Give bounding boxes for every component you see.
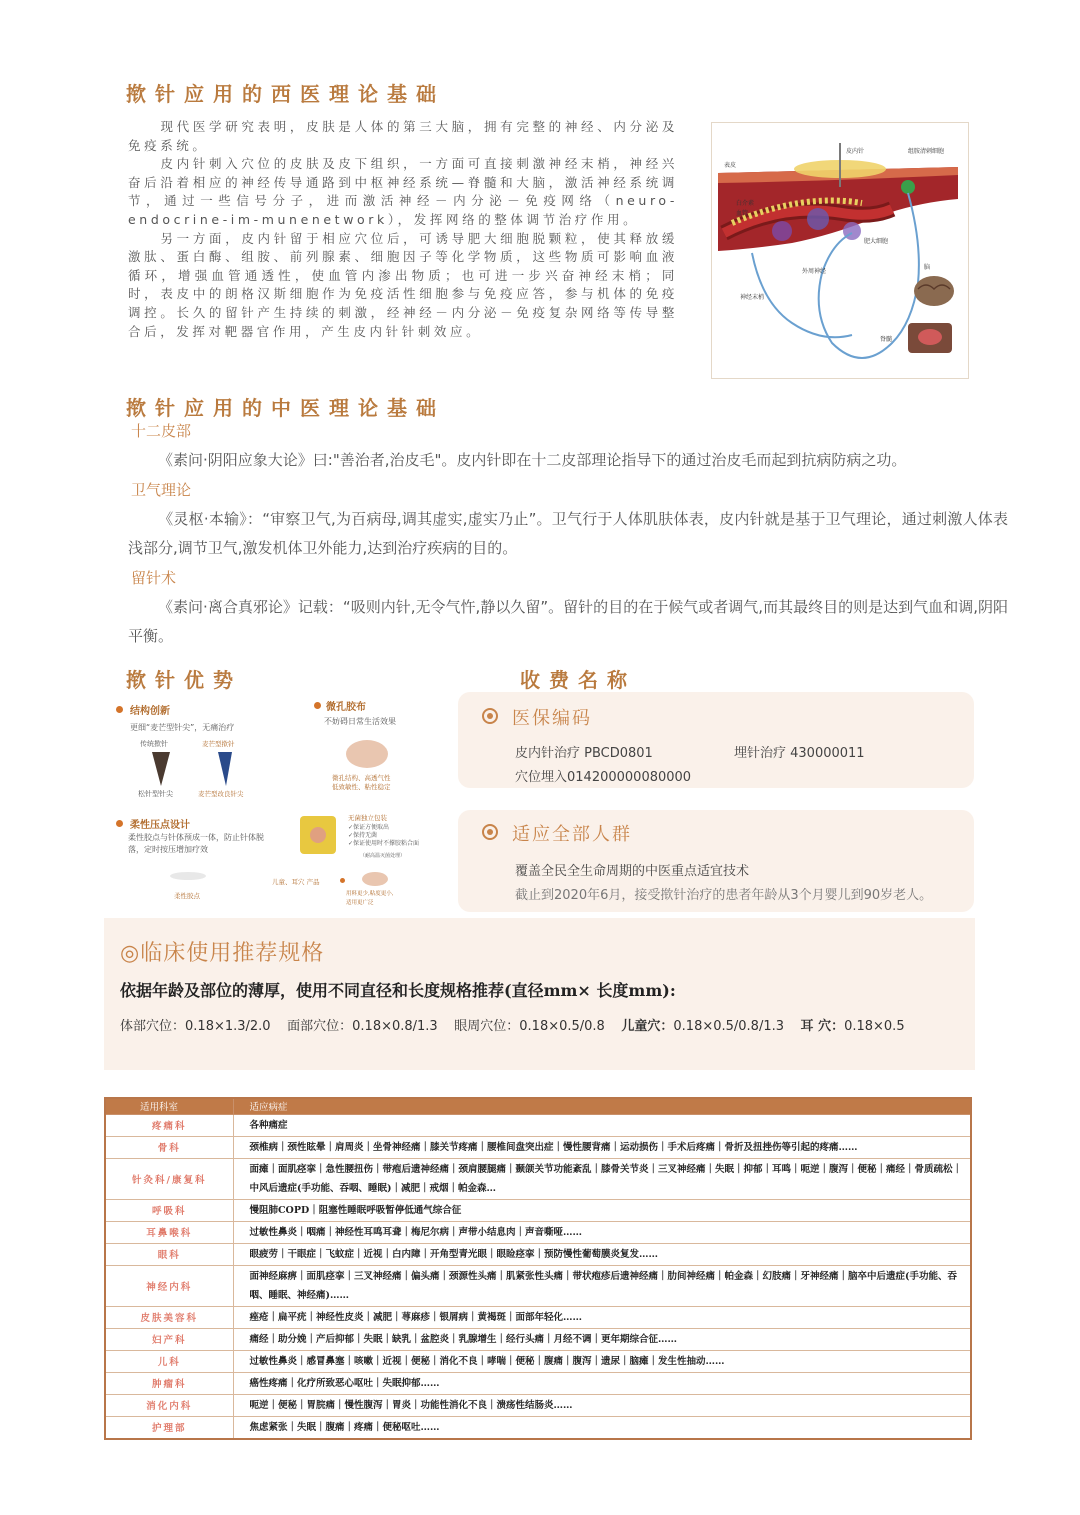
table-row bbox=[105, 1199, 971, 1221]
patch-image bbox=[346, 740, 388, 768]
diagram-label: 外周神经 bbox=[802, 268, 827, 275]
bullet-icon bbox=[340, 878, 345, 883]
tcm-paragraph: 《素问·阴阳应象大论》曰:"善治者,治皮毛"。皮内针即在十二皮部理论指导下的通过治皮毛而起到抗病防病之功。 bbox=[158, 451, 907, 469]
table-row bbox=[105, 1306, 971, 1328]
department-cell: 骨科 bbox=[105, 1136, 233, 1158]
circle-dot-icon bbox=[482, 708, 498, 724]
western-heading: 揿针应用的西医理论基础 bbox=[126, 82, 445, 106]
advantages-heading: 揿针优势 bbox=[126, 668, 242, 692]
western-body bbox=[128, 118, 678, 341]
department-cell: 疼痛科 bbox=[105, 1114, 233, 1136]
department-cell: 针灸科/康复科 bbox=[105, 1158, 233, 1199]
spec-label: 眼周穴位： bbox=[454, 1019, 520, 1034]
spec-label: 耳 穴： bbox=[800, 1019, 845, 1034]
child-patch-image bbox=[362, 872, 388, 886]
table-header-row bbox=[105, 1098, 971, 1114]
soft-point-image bbox=[170, 872, 206, 880]
table-header: 适用科室 bbox=[105, 1098, 233, 1114]
insurance-title: 医保编码 bbox=[512, 708, 592, 729]
department-cell: 皮肤美容科 bbox=[105, 1306, 233, 1328]
department-cell: 呼吸科 bbox=[105, 1199, 233, 1221]
soft-desc: 柔性胶点与针体预成一体，防止针体脱落，定时按压增加疗效 bbox=[128, 833, 264, 854]
bullet-icon bbox=[116, 820, 123, 827]
package-sub: （耐高温灭菌处理） bbox=[360, 853, 406, 859]
department-cell: 护理部 bbox=[105, 1416, 233, 1439]
spec-title: ◎临床使用推荐规格 bbox=[120, 941, 325, 966]
table-row bbox=[105, 1328, 971, 1350]
diagram-label: 血管 bbox=[736, 210, 749, 217]
tcm-subheading: 十二皮部 bbox=[131, 422, 192, 440]
soft-note: 柔性胶点 bbox=[174, 892, 200, 900]
disease-cell: 慢阻肺COPD｜阻塞性睡眠呼吸暂停低通气综合征 bbox=[233, 1199, 971, 1221]
needle-caption: 松针型针尖 bbox=[138, 790, 173, 798]
tcm-heading: 揿针应用的中医理论基础 bbox=[126, 396, 445, 420]
tcm-subheading: 卫气理论 bbox=[131, 481, 192, 499]
advantages-panel bbox=[110, 696, 440, 906]
disease-cell: 过敏性鼻炎｜咽痛｜神经性耳鸣耳聋｜梅尼尔病｜声带小结息肉｜声音嘶哑…… bbox=[233, 1221, 971, 1243]
spec-value: 0.18×0.5 bbox=[844, 1019, 905, 1034]
insurance-code: 穴位埋入014200000080000 bbox=[515, 770, 692, 785]
spec-label: 面部穴位： bbox=[287, 1019, 353, 1034]
table-header: 适应病症 bbox=[233, 1098, 971, 1114]
crowd-title: 适应全部人群 bbox=[512, 824, 632, 845]
department-cell: 耳鼻喉科 bbox=[105, 1221, 233, 1243]
department-cell: 眼科 bbox=[105, 1243, 233, 1265]
child-ear-label: 儿童、耳穴 产品 bbox=[272, 878, 320, 886]
soft-title: 柔性压点设计 bbox=[130, 820, 190, 831]
diagram-label: 白介素 bbox=[736, 200, 755, 207]
patch-note: 微孔结构、高透气性 低致敏性、粘性稳定 bbox=[332, 774, 391, 791]
western-paragraph: 现代医学研究表明，皮肤是人体的第三大脑，拥有完整的神经、内分泌及免疫系统。 bbox=[128, 119, 678, 153]
disease-cell: 过敏性鼻炎｜感冒鼻塞｜咳嗽｜近视｜便秘｜消化不良｜哮喘｜便秘｜腹痛｜腹泻｜遗尿｜脑瘫｜发生性抽动…… bbox=[233, 1350, 971, 1372]
western-paragraph: 另一方面，皮内针留于相应穴位后，可诱导肥大细胞脱颗粒，使其释放缓激肽、蛋白酶、组胺、前列腺素、细胞因子等化学物质，这些物质可影响血液循环，增强血管通透性，使血管内渗出物质；也可进一步兴奋神经末梢；同时，表皮中的朗格汉斯细胞作为免疫活性细胞参与免疫应答，参与机体的免疫调控。长久的留针产生持续的刺激，经神经－内分泌－免疫复杂网络等传导整合后，发挥对靶器官作用，产生皮内针针刺效应。 bbox=[128, 230, 678, 339]
disease-cell: 痛经｜助分娩｜产后抑郁｜失眠｜缺乳｜盆腔炎｜乳腺增生｜经行头痛｜月经不调｜更年期综合征…… bbox=[233, 1328, 971, 1350]
disease-cell: 呃逆｜便秘｜胃脘痛｜慢性腹泻｜胃炎｜功能性消化不良｜溃疡性结肠炎…… bbox=[233, 1394, 971, 1416]
disease-cell: 面瘫｜面肌痉挛｜急性腰扭伤｜带疱后遗神经痛｜颈肩腰腿痛｜颞颌关节功能紊乱｜膝骨关节炎｜三叉神经痛｜失眠｜抑郁｜耳鸣｜呃逆｜腹泻｜便秘｜痛经｜骨质疏松｜中风后遗症(手功能、吞咽、睡眠)｜减肥｜戒烟｜帕金森… bbox=[233, 1158, 971, 1199]
spec-desc: 依据年龄及部位的薄厚，使用不同直径和长度规格推荐(直径mm× 长度mm): bbox=[120, 981, 676, 1000]
table-row bbox=[105, 1372, 971, 1394]
spec-value: 0.18×0.5/0.8/1.3 bbox=[673, 1019, 785, 1034]
bullet-icon bbox=[314, 702, 321, 709]
tcm-paragraph: 《灵枢·本输》：“审察卫气,为百病母,调其虚实,虚实乃止”。卫气行于人体肌肤体表，皮内针就是基于卫气理论，通过刺激人体表浅部分,调节卫气,激发机体卫外能力,达到治疗疾病的目的。 bbox=[128, 510, 1008, 557]
department-cell: 妇产科 bbox=[105, 1328, 233, 1350]
diagram-label: 表皮 bbox=[724, 162, 737, 169]
child-note: 用料更少,粘度更小, 适用更广泛 bbox=[346, 891, 394, 906]
diagram-label: 皮内针 bbox=[846, 148, 865, 155]
package-image bbox=[300, 816, 336, 854]
bullet-icon bbox=[116, 706, 123, 713]
tcm-subheading: 留针术 bbox=[131, 569, 177, 587]
table-row bbox=[105, 1114, 971, 1136]
struct-title: 结构创新 bbox=[130, 706, 170, 717]
western-paragraph: 皮内针刺入穴位的皮肤及皮下组织，一方面可直接刺激神经末梢，神经兴奋后沿着相应的神经传导通路到中枢神经系统—脊髓和大脑，激活神经系统调节，通过一些信号分子，进而激活神经－内分泌－免疫网络（neuro-endocrine-im-munenetwork），发挥网络的整体调节治疗作用。 bbox=[128, 156, 678, 227]
needle-caption: 传统揿针 bbox=[140, 740, 168, 748]
table-row bbox=[105, 1265, 971, 1306]
table-row bbox=[105, 1416, 971, 1439]
department-table bbox=[104, 1097, 972, 1440]
package-title: 无菌独立包装 bbox=[348, 814, 387, 822]
insurance-code: 皮内针治疗 PBCD0801 bbox=[515, 746, 653, 761]
spec-label: 儿童穴： bbox=[621, 1019, 674, 1034]
table-row bbox=[105, 1158, 971, 1199]
fee-heading: 收费名称 bbox=[520, 668, 636, 692]
crowd-card bbox=[458, 810, 974, 912]
diagram-label: 组胺清刺细胞 bbox=[908, 148, 945, 155]
table-row bbox=[105, 1243, 971, 1265]
disease-cell: 眼疲劳｜干眼症｜飞蚊症｜近视｜白内障｜开角型青光眼｜眼睑痉挛｜预防慢性葡萄膜炎复发…… bbox=[233, 1243, 971, 1265]
struct-desc: 更细“麦芒型针尖”，无痛治疗 bbox=[130, 723, 235, 732]
diagram-label: 神经末梢 bbox=[740, 294, 765, 301]
patch-title: 微孔胶布 bbox=[326, 702, 366, 713]
disease-cell: 面神经麻痹｜面肌痉挛｜三叉神经痛｜偏头痛｜颈源性头痛｜肌紧张性头痛｜带状疱疹后遗神经痛｜肋间神经痛｜帕金森｜幻肢痛｜牙神经痛｜脑卒中后遗症(手功能、吞咽、睡眠、神经痛)…… bbox=[233, 1265, 971, 1306]
disease-cell: 各种痛症 bbox=[233, 1114, 971, 1136]
diagram-label: 肥大细胞 bbox=[864, 238, 889, 245]
tcm-paragraph: 《素问·离合真邪论》记载：“吸则内针,无令气忤,静以久留”。留针的目的在于候气或者调气,而其最终目的则是达到气血和调,阴阳平衡。 bbox=[128, 598, 1008, 645]
spec-value: 0.18×1.3/2.0 bbox=[185, 1019, 271, 1034]
table-row bbox=[105, 1394, 971, 1416]
insurance-code: 埋针治疗 430000011 bbox=[734, 746, 865, 761]
disease-cell: 痤疮｜扁平疣｜神经性皮炎｜减肥｜荨麻疹｜银屑病｜黄褐斑｜面部年轻化…… bbox=[233, 1306, 971, 1328]
table-row bbox=[105, 1350, 971, 1372]
spec-value: 0.18×0.5/0.8 bbox=[519, 1019, 605, 1034]
department-cell: 消化内科 bbox=[105, 1394, 233, 1416]
diagram-label: 脊髓 bbox=[880, 336, 893, 343]
insurance-card bbox=[458, 692, 974, 788]
department-cell: 神经内科 bbox=[105, 1265, 233, 1306]
spec-box bbox=[104, 918, 975, 1070]
needle-images bbox=[148, 752, 248, 788]
needle-caption: 麦芒型改良针尖 bbox=[198, 790, 244, 798]
department-cell: 肿瘤科 bbox=[105, 1372, 233, 1394]
crowd-sub: 截止到2020年6月，接受揿针治疗的患者年龄从3个月婴儿到90岁老人。 bbox=[515, 888, 933, 903]
package-items: ✓保证方便取出 ✓保持无菌 ✓保证使用时不撑胶粘合面 bbox=[348, 824, 420, 847]
disease-cell: 颈椎病｜颈性眩晕｜肩周炎｜坐骨神经痛｜膝关节疼痛｜腰椎间盘突出症｜慢性腰背痛｜运动损伤｜手术后疼痛｜骨折及扭挫伤等引起的疼痛…… bbox=[233, 1136, 971, 1158]
department-cell: 儿科 bbox=[105, 1350, 233, 1372]
table-row bbox=[105, 1221, 971, 1243]
disease-cell: 癌性疼痛｜化疗所致恶心呕吐｜失眠抑郁…… bbox=[233, 1372, 971, 1394]
diagram-label: 脑 bbox=[924, 264, 931, 271]
disease-cell: 焦虑紧张｜失眠｜腹痛｜疼痛｜便秘呕吐…… bbox=[233, 1416, 971, 1439]
needle-caption: 麦芒型揿针 bbox=[202, 740, 235, 748]
spec-values bbox=[120, 1015, 905, 1034]
spec-value: 0.18×0.8/1.3 bbox=[352, 1019, 438, 1034]
spec-label: 体部穴位： bbox=[120, 1019, 186, 1034]
circle-dot-icon bbox=[482, 824, 498, 840]
patch-desc: 不妨碍日常生活效果 bbox=[324, 717, 396, 726]
table-row bbox=[105, 1136, 971, 1158]
skin-nerve-diagram bbox=[711, 122, 969, 379]
crowd-main: 覆盖全民全生命周期的中医重点适宜技术 bbox=[515, 864, 750, 879]
